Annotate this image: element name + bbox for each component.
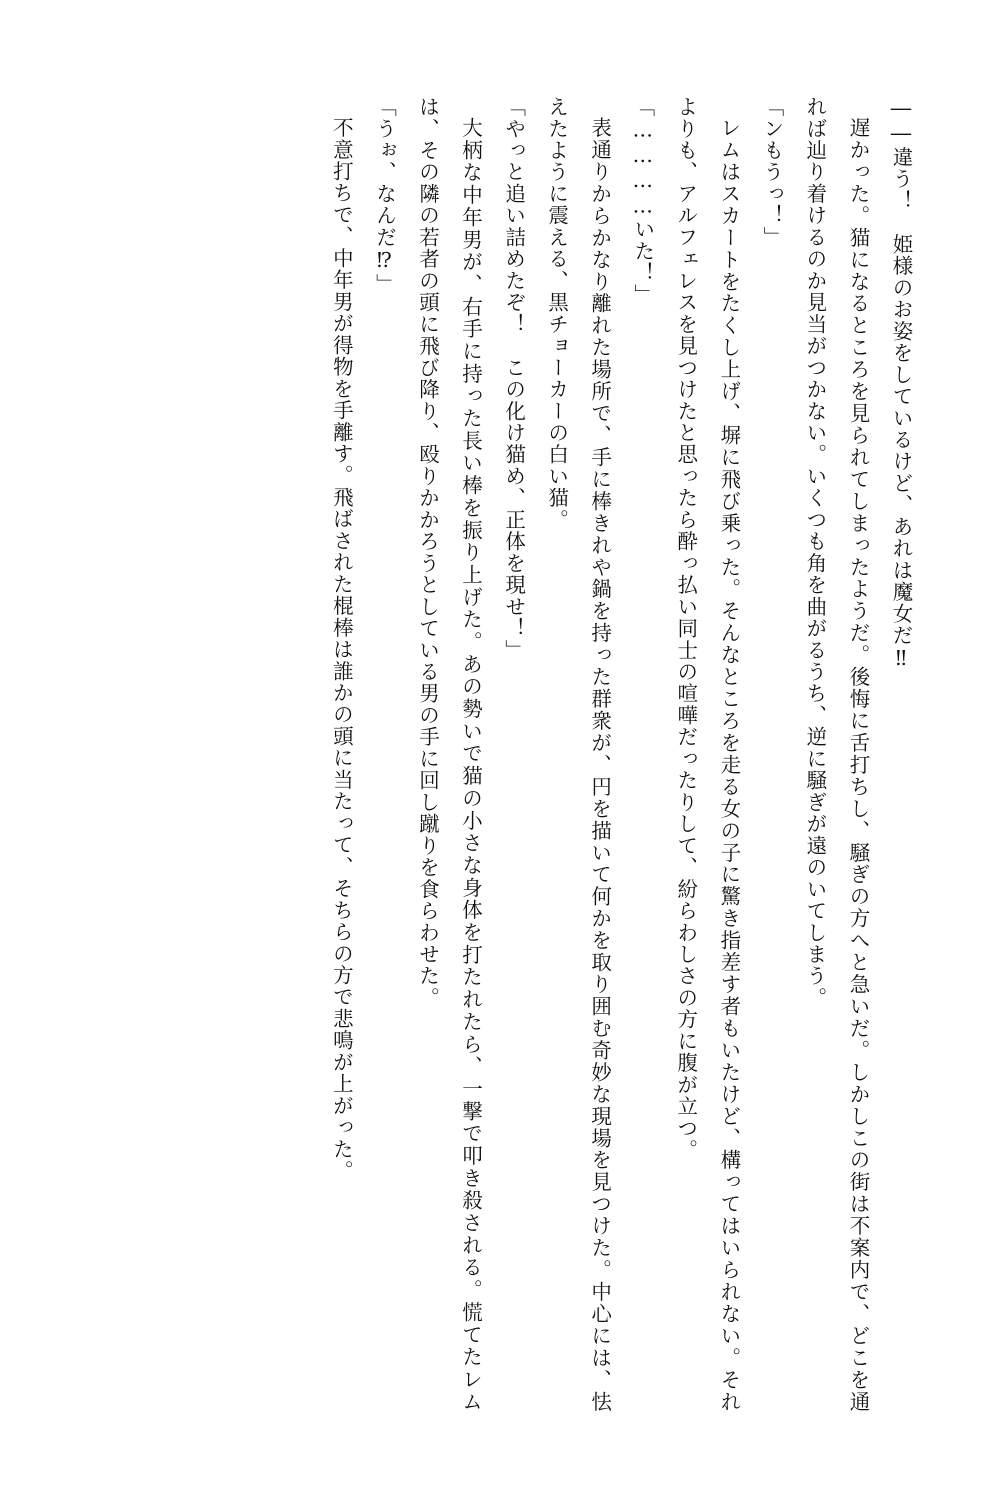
- paragraph: 「うぉ、なんだ⁉」: [372, 96, 397, 296]
- paragraph: ――違う！ 姫様のお姿をしているけど、あれは魔女だ‼: [889, 96, 913, 672]
- paragraph: レムはスカートをたくし上げ、塀に飛び乗った。そんなところを走る女の子に驚き指差す者もいたけど、構ってはいられない。それよりも、アルフェレスを見つけたと思ったら酔っ払い同士の喧嘩だったりして、紛らわしさの方に腹が立つ。: [673, 96, 741, 1412]
- paragraph: 遅かった。猫になるところを見られてしまったようだ。後悔に舌打ちし、騒ぎの方へと急いだ。しかしこの街は不案内で、どこを通れば辿り着けるのか見当がつかない。いくつも角を曲がるうち、逆に騒ぎが遠のいてしまう。: [802, 96, 870, 1412]
- vertical-text-body: [62, 96, 922, 1412]
- paragraph: 大柄な中年男が、右手に持った長い棒を振り上げた。あの勢いで猫の小さな身体を打たれたら、一撃で叩き殺される。慌てたレムは、その隣の若者の頭に飛び降り、殴りかかろうとしている男の手に回し蹴りを食らわせた。: [415, 96, 483, 1412]
- paragraph: 「やっと追い詰めたぞ！ この化け猫め、正体を現せ！」: [501, 96, 526, 661]
- paragraph: 表通りからかなり離れた場所で、手に棒きれや鍋を持った群衆が、円を描いて何かを取り囲む奇妙な現場を見つけた。中心には、怯えたように震える、黒チョーカーの白い猫。: [544, 96, 612, 1412]
- paragraph: 「ンもうっ！」: [759, 96, 784, 249]
- paragraph: 不意打ちで、中年男が得物を手離す。飛ばされた棍棒は誰かの頭に当たって、そちらの方で悲鳴が上がった。: [329, 116, 354, 1182]
- paragraph: 「…………いた！」: [630, 96, 655, 306]
